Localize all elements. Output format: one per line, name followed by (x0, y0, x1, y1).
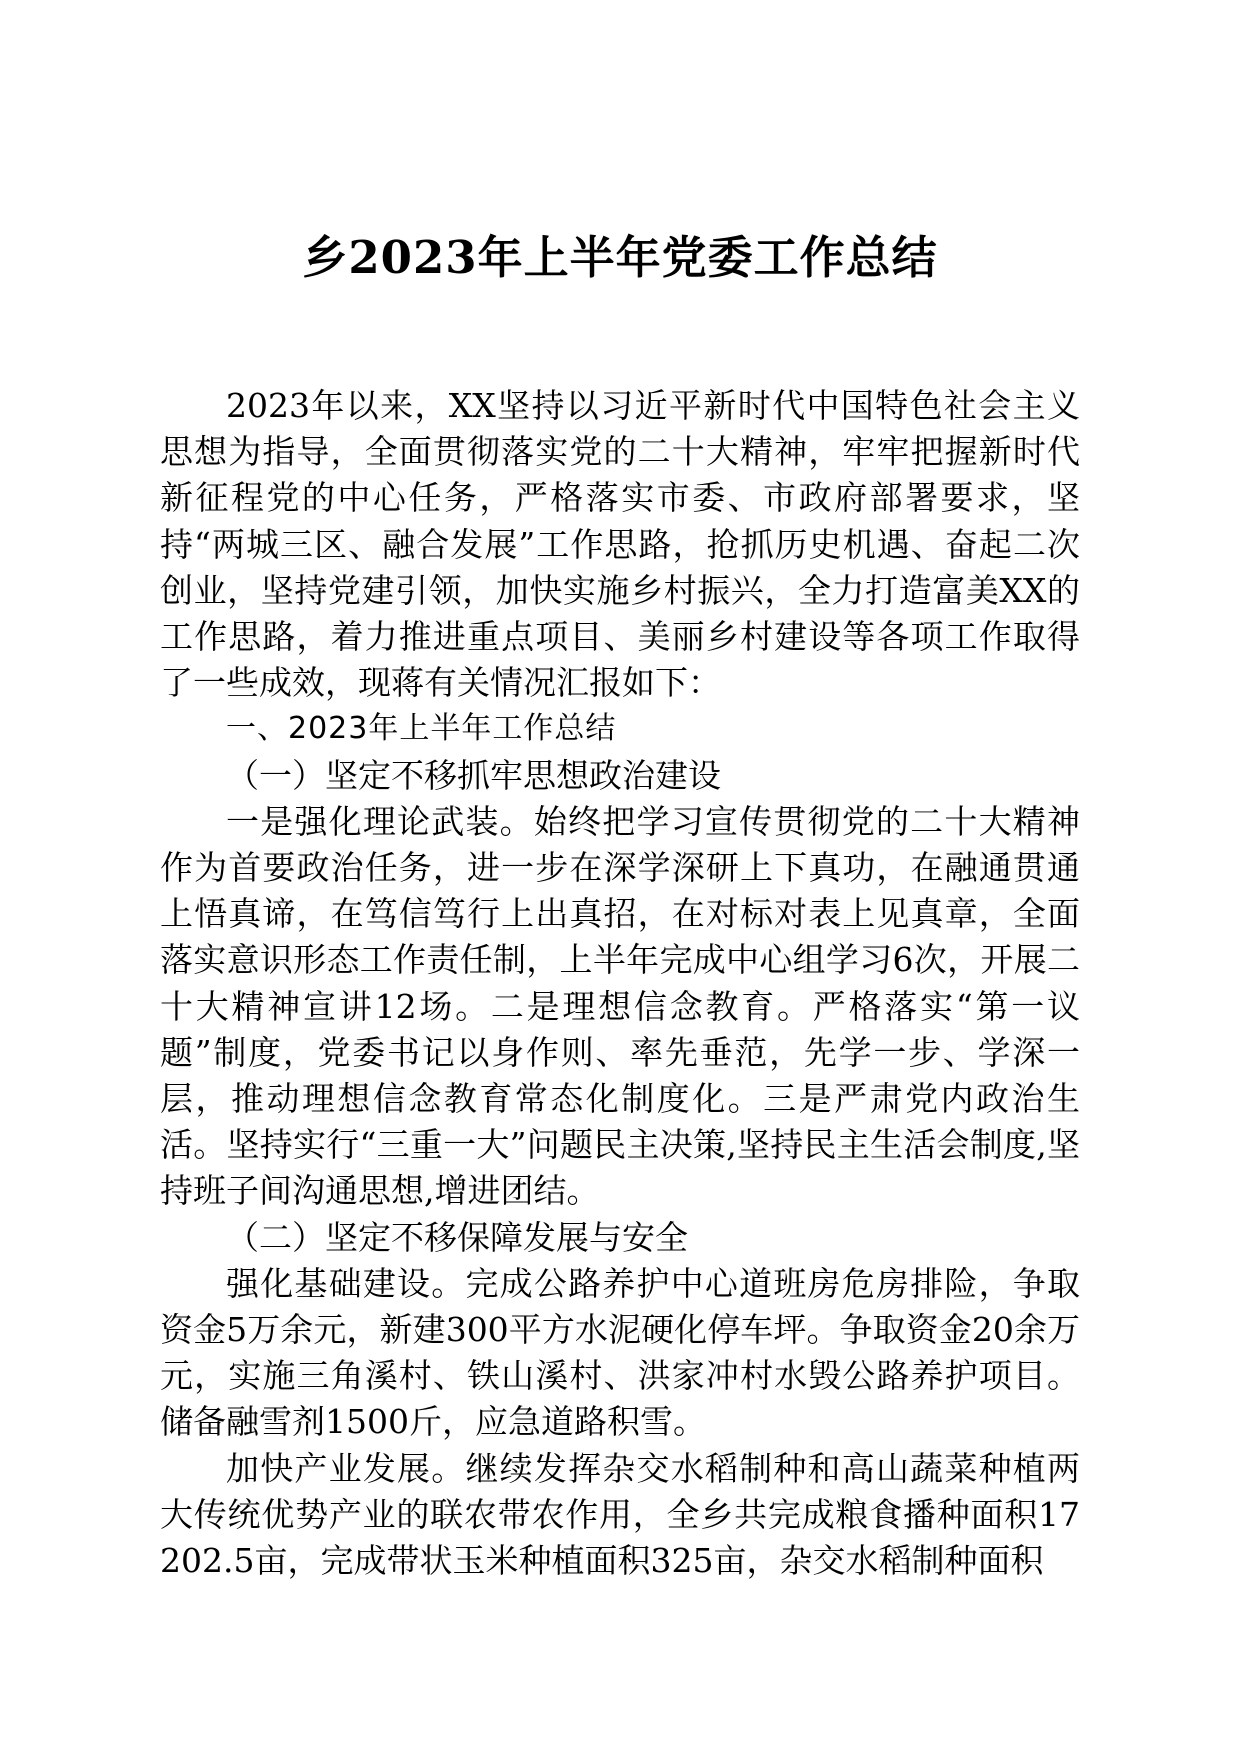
section-heading-1: 一、2023年上半年工作总结 (226, 711, 617, 747)
infrastructure-paragraph: 强化基础建设。完成公路养护中心道班房危房排险，争取资金5万余元，新建300平方水泥硬化停车坪。争取资金20余万元，实施三角溪村、铁山溪村、洪家冲村水毁公路养护项目。储备融雪剂1500斤，应急道路积雪。 (160, 1263, 1080, 1442)
document-title: 乡2023年上半年党委工作总结 (302, 231, 938, 284)
industry-paragraph: 加快产业发展。继续发挥杂交水稻制种和高山蔬菜种植两大传统优势产业的联农带农作用，全乡共完成粮食播种面积17202.5亩，完成带状玉米种植面积325亩，杂交水稻制种面积 (160, 1448, 1080, 1581)
subsection-heading-1: （一）坚定不移抓牢思想政治建设 (226, 755, 721, 795)
document-body (160, 383, 1080, 1584)
political-building-paragraph: 一是强化理论武装。始终把学习宣传贯彻党的二十大精神作为首要政治任务，进一步在深学深研上下真功，在融通贯通上悟真谛，在笃信笃行上出真招，在对标对表上见真章，全面落实意识形态工作责任制，上半年完成中心组学习6次，开展二十大精神宣讲12场。二是理想信念教育。严格落实“第一议题”制度，党委书记以身作则、率先垂范，先学一步、学深一层，推动理想信念教育常态化制度化。三是严肃党内政治生活。坚持实行“三重一大”问题民主决策,坚持民主生活会制度,坚持班子间沟通思想,增进团结。 (160, 801, 1080, 1211)
subsection-heading-2: （二）坚定不移保障发展与安全 (226, 1217, 688, 1257)
intro-paragraph: 2023年以来，XX坚持以习近平新时代中国特色社会主义思想为指导，全面贯彻落实党的二十大精神，牢牢把握新时代新征程党的中心任务，严格落实市委、市政府部署要求，坚持“两城三区、融合发展”工作思路，抢抓历史机遇、奋起二次创业，坚持党建引领，加快实施乡村振兴，全力打造富美XX的工作思路，着力推进重点项目、美丽乡村建设等各项工作取得了一些成效，现蒋有关情况汇报如下： (160, 386, 1080, 703)
